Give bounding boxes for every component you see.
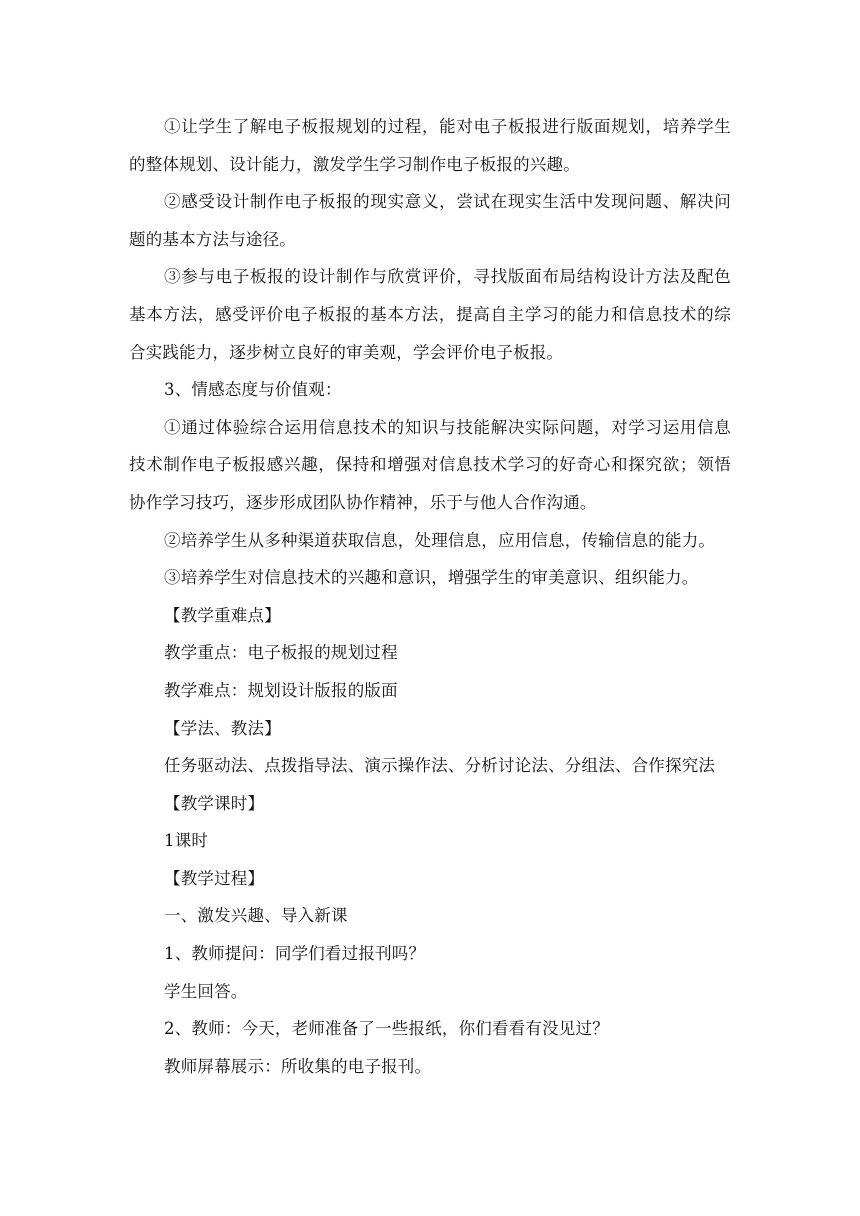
- text-line: ①通过体验综合运用信息技术的知识与技能解决实际问题，对学习运用信息: [164, 417, 731, 437]
- text-line: 教学重点：电子板报的规划过程: [164, 643, 398, 663]
- text-line: 2、教师：今天，老师准备了一些报纸，你们看看有没见过？: [164, 1019, 609, 1039]
- document-body: [129, 108, 731, 1085]
- text-line: 技术制作电子板报感兴趣，保持和增强对信息技术学习的好奇心和探究欲；领悟: [129, 455, 731, 475]
- text-line: 【学法、教法】: [164, 718, 281, 738]
- text-line: ①让学生了解电子板报规划的过程，能对电子板报进行版面规划，培养学生: [164, 117, 731, 136]
- text-line: ②培养学生从多种渠道获取信息，处理信息，应用信息，传输信息的能力。: [164, 530, 716, 550]
- text-line: ③培养学生对信息技术的兴趣和意识，增强学生的审美意识、组织能力。: [164, 568, 699, 588]
- text-line: 3、情感态度与价值观：: [164, 380, 342, 400]
- text-line: 教学难点：规划设计版报的版面: [164, 680, 398, 700]
- text-line: 合实践能力，逐步树立良好的审美观，学会评价电子板报。: [129, 342, 564, 362]
- text-line: 1课时: [164, 831, 209, 851]
- text-line: ②感受设计制作电子板报的现实意义，尝试在现实生活中发现问题、解决问: [164, 192, 731, 212]
- text-line: 教师屏幕展示：所收集的电子报刊。: [164, 1056, 432, 1076]
- text-line: ③参与电子板报的设计制作与欣赏评价，寻找版面布局结构设计方法及配色: [164, 267, 731, 287]
- text-line: 【教学课时】: [164, 793, 265, 813]
- text-line: 任务驱动法、点拨指导法、演示操作法、分析讨论法、分组法、合作探究法: [164, 756, 716, 776]
- text-line: 题的基本方法与途径。: [129, 229, 296, 249]
- text-line: 【教学过程】: [164, 868, 265, 888]
- text-line: 基本方法，感受评价电子板报的基本方法，提高自主学习的能力和信息技术的综: [129, 304, 731, 324]
- text-line: 一、激发兴趣、导入新课: [164, 906, 348, 926]
- text-line: 的整体规划、设计能力，激发学生学习制作电子板报的兴趣。: [129, 154, 580, 174]
- text-line: 1、教师提问：同学们看过报刊吗？: [164, 944, 426, 964]
- text-line: 【教学重难点】: [164, 605, 281, 625]
- text-line: 学生回答。: [164, 981, 248, 1001]
- text-line: 协作学习技巧，逐步形成团队协作精神，乐于与他人合作沟通。: [129, 492, 597, 512]
